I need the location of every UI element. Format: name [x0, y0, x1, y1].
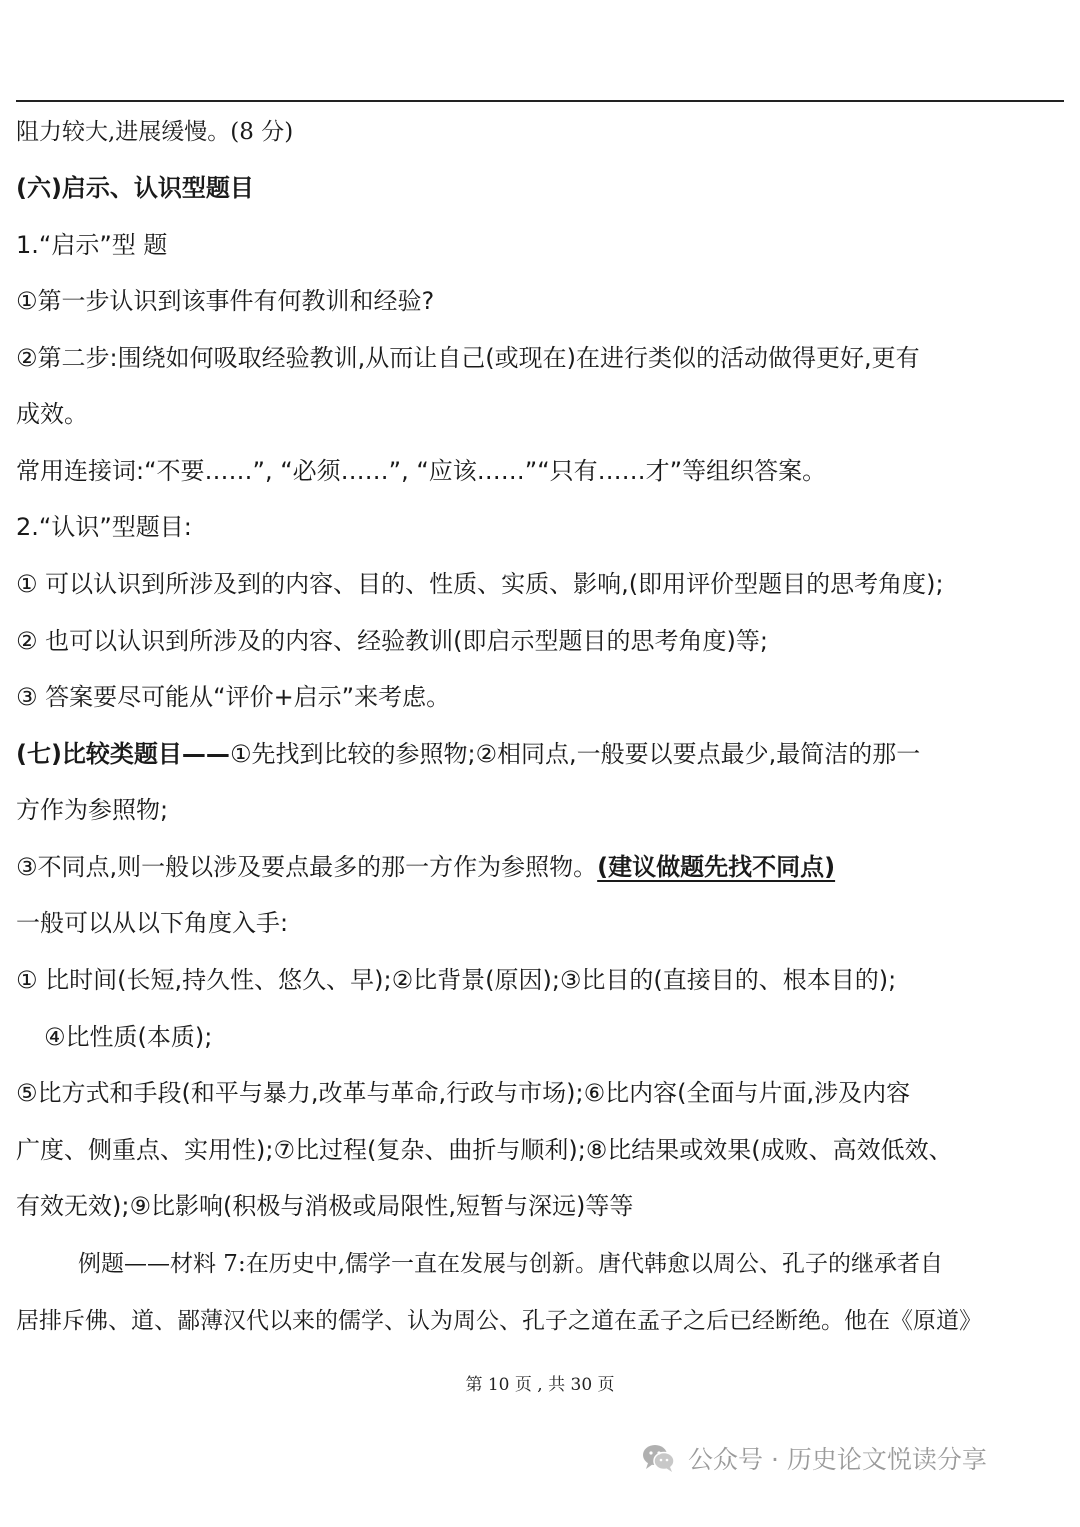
text-line: 常用连接词:“不要……”, “必须……”, “应该……”“只有……才”等组织答案。	[16, 457, 827, 485]
section-heading-7: (七)比较类题目——	[16, 740, 230, 768]
text-line: ③ 答案要尽可能从“评价+启示”来考虑。	[16, 683, 451, 711]
text-line: ②第二步:围绕如何吸取经验教训,从而让自己(或现在)在进行类似的活动做得更好,更有	[16, 344, 920, 372]
underlined-tip: (建议做题先找不同点)	[597, 853, 836, 881]
example-line: 居排斥佛、道、鄙薄汉代以来的儒学、认为周公、孔子之道在孟子之后已经断绝。他在《原道》	[16, 1308, 982, 1334]
text-line: ④比性质(本质);	[44, 1023, 213, 1051]
text-line	[16, 852, 835, 882]
text-line: ⑤比方式和手段(和平与暴力,改革与革命,行政与市场);⑥比内容(全面与片面,涉及内容	[16, 1079, 911, 1107]
page-footer: 第 10 页 , 共 30 页	[465, 1375, 615, 1395]
text-line: 2.“认识”型题目:	[16, 513, 192, 541]
text-line: 1.“启示”型 题	[16, 231, 168, 259]
text-line	[16, 739, 920, 769]
watermark-text: 公众号 · 历史论文悦读分享	[688, 1445, 987, 1474]
text-line: ② 也可以认识到所涉及的内容、经验教训(即启示型题目的思考角度)等;	[16, 627, 768, 655]
text-line: ① 比时间(长短,持久性、悠久、早);②比背景(原因);③比目的(直接目的、根本目的);	[16, 966, 897, 994]
example-line: 例题——材料 7:在历史中,儒学一直在发展与创新。唐代韩愈以周公、孔子的继承者自	[78, 1251, 944, 1277]
text-line: 方作为参照物;	[16, 796, 169, 824]
text-line: ①第一步认识到该事件有何教训和经验?	[16, 287, 435, 315]
wechat-icon	[642, 1443, 676, 1473]
watermark	[642, 1438, 987, 1478]
text-line: 成效。	[16, 400, 88, 428]
text-line: 广度、侧重点、实用性);⑦比过程(复杂、曲折与顺利);⑧比结果或效果(成败、高效低效、	[16, 1136, 953, 1164]
text-span: ③不同点,则一般以涉及要点最多的那一方作为参照物。	[16, 853, 598, 881]
section-heading-6: (六)启示、认识型题目	[16, 174, 254, 202]
text-line: 有效无效);⑨比影响(积极与消极或局限性,短暂与深远)等等	[16, 1192, 634, 1220]
text-span: ①先找到比较的参照物;②相同点,一般要以要点最少,最简洁的那一	[229, 740, 921, 768]
header-rule	[16, 100, 1064, 102]
text-line: 阻力较大,进展缓慢。(8 分)	[16, 119, 294, 145]
text-line: ① 可以认识到所涉及到的内容、目的、性质、实质、影响,(即用评价型题目的思考角度);	[16, 570, 944, 598]
text-line: 一般可以从以下角度入手:	[16, 909, 289, 937]
